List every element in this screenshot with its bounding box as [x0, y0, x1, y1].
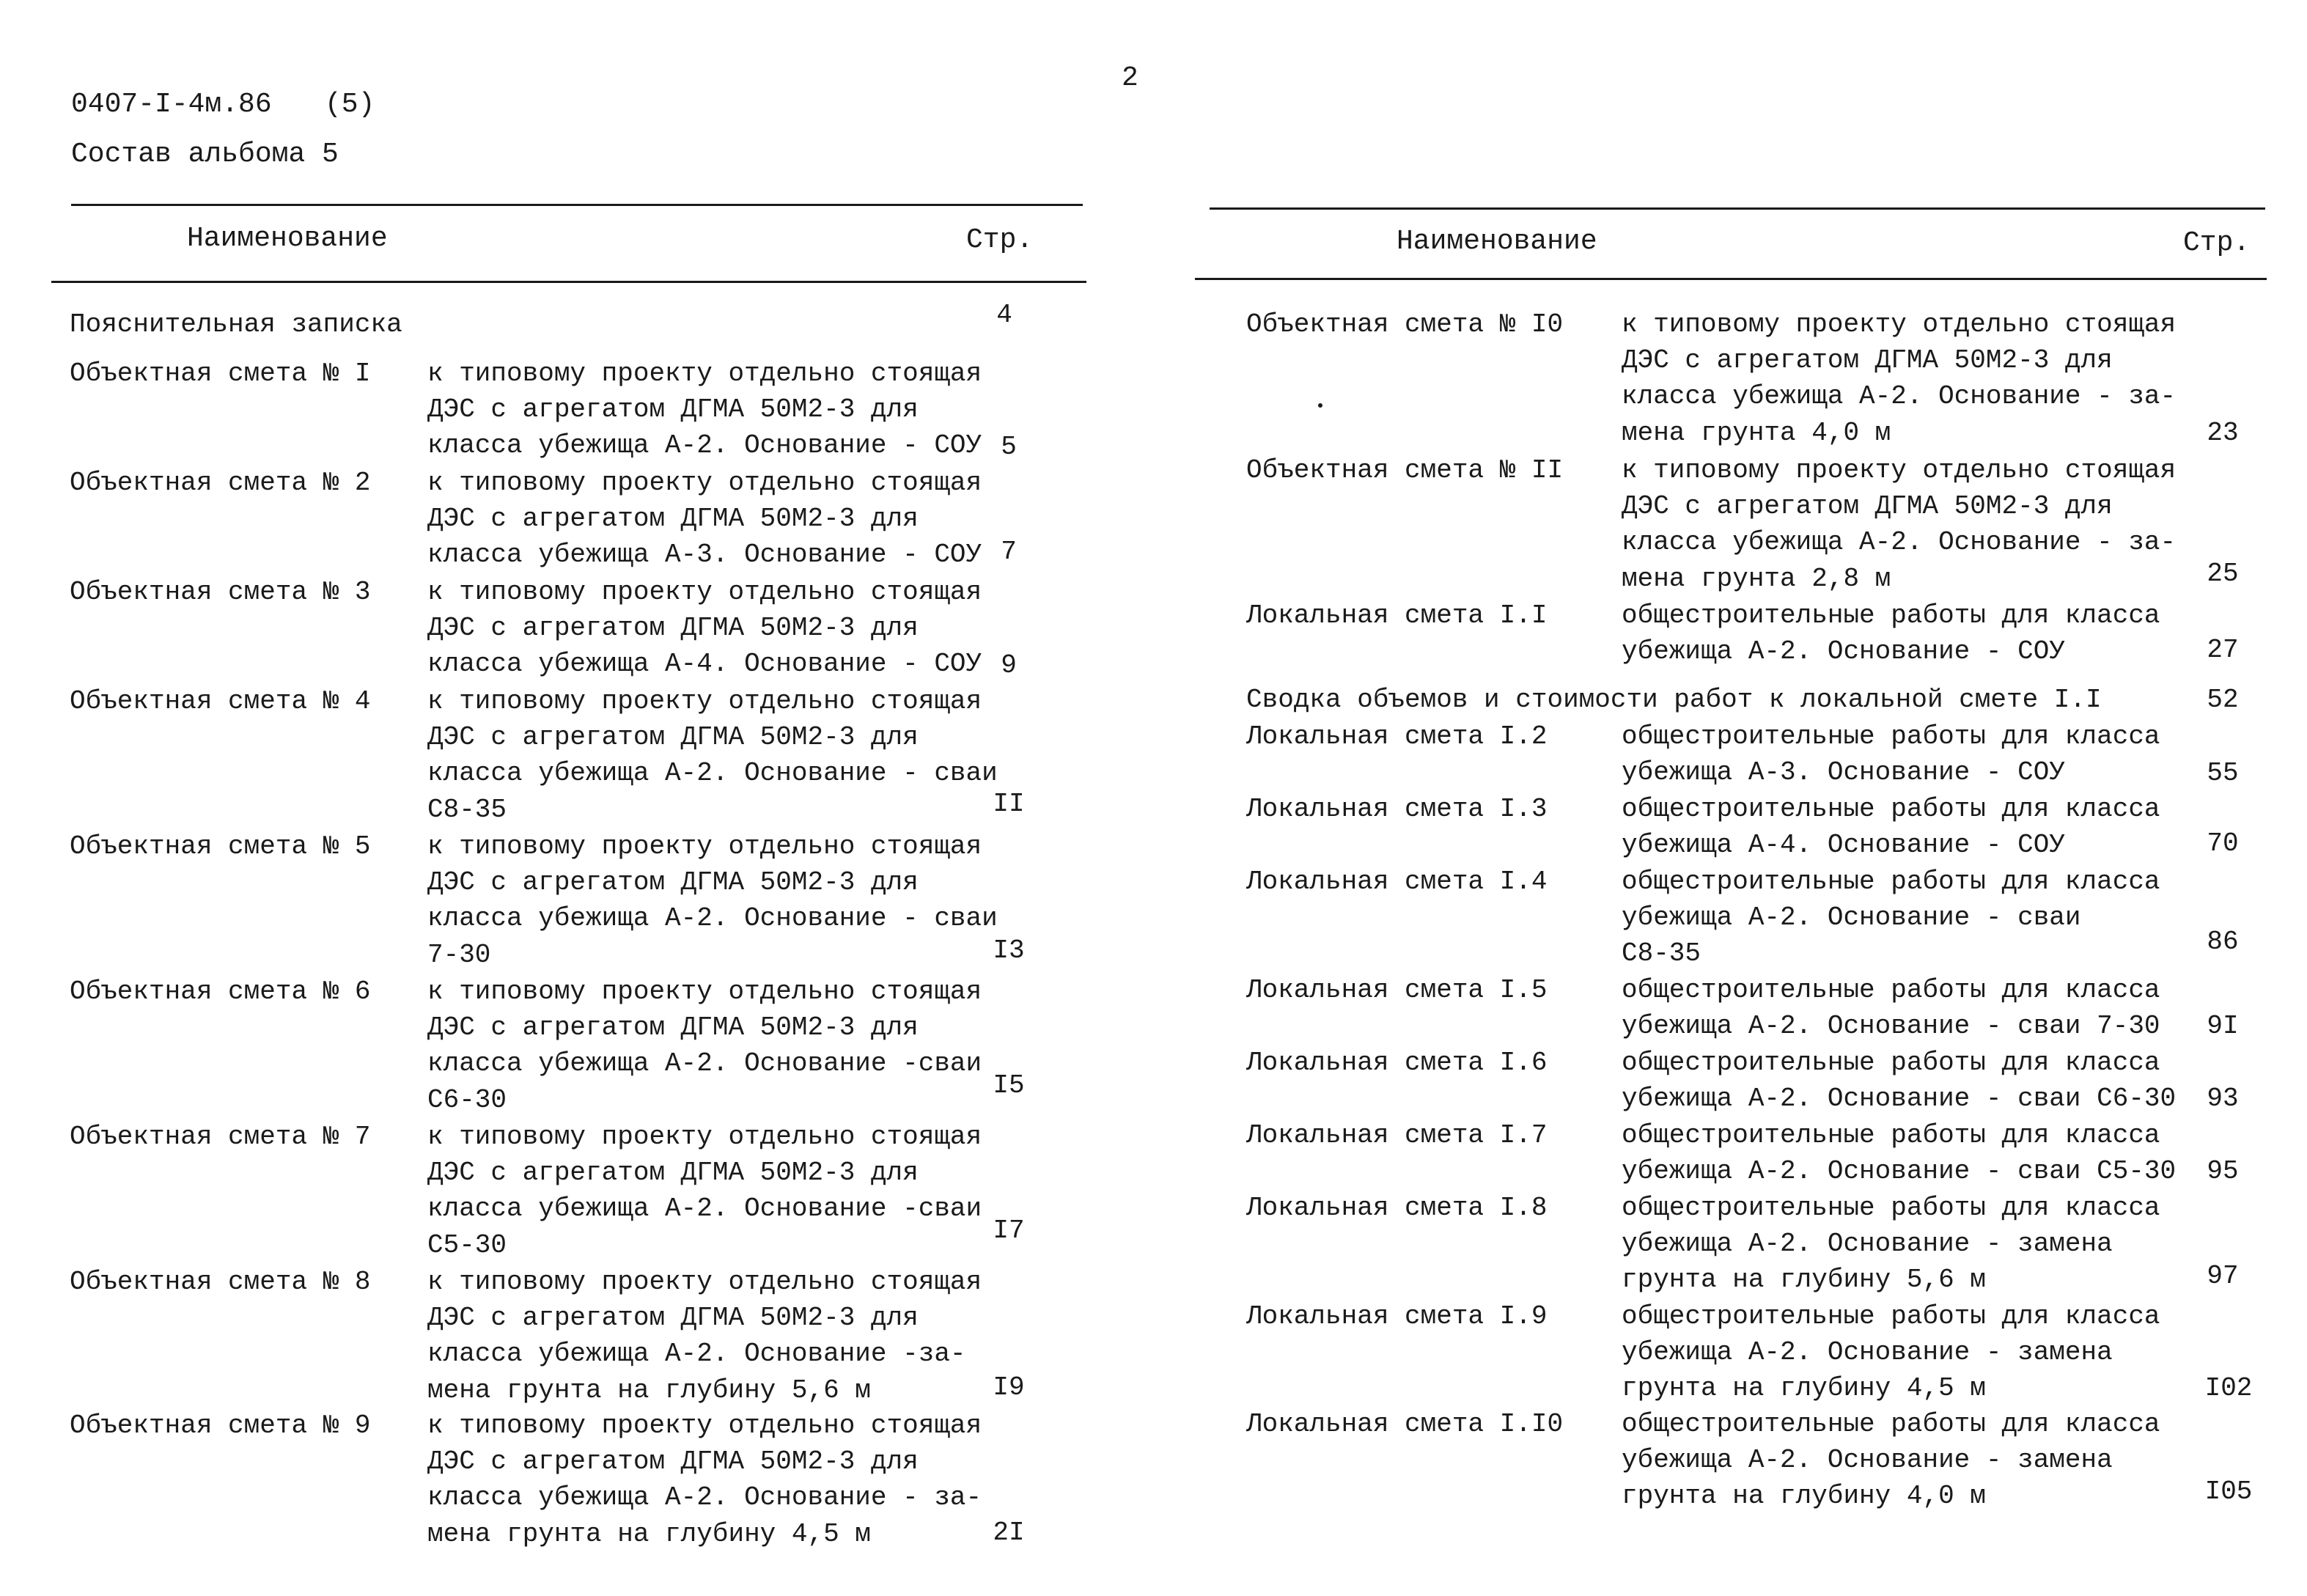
- entry-name: Объектная смета № 4: [70, 686, 371, 716]
- entry-page: 95: [2207, 1156, 2239, 1186]
- page-number: 2: [1122, 62, 1138, 94]
- entry-page: 23: [2207, 418, 2239, 448]
- entry-desc-line: общестроительные работы для класса: [1622, 721, 2160, 751]
- entry-desc-line: общестроительные работы для класса: [1622, 1048, 2160, 1078]
- entry-desc-line: ДЭС с агрегатом ДГМА 50М2-3 для: [427, 613, 919, 643]
- entry-desc-line: ДЭС с агрегатом ДГМА 50М2-3 для: [427, 1158, 919, 1188]
- entry-name: Объектная смета № 7: [70, 1122, 371, 1152]
- entry-desc-line: общестроительные работы для класса: [1622, 1409, 2160, 1439]
- entry-desc-line: класса убежища А-2. Основание -за-: [427, 1339, 966, 1369]
- entry-name: Локальная смета I.8: [1246, 1193, 1548, 1223]
- entry-page: I9: [993, 1372, 1025, 1402]
- entry-desc-line: ДЭС с агрегатом ДГМА 50М2-3 для: [427, 1012, 919, 1042]
- right-table-header-rule: [1195, 278, 2267, 280]
- entry-desc-line: к типовому проекту отдельно стоящая: [427, 831, 982, 861]
- entry-name: Объектная смета № 9: [70, 1411, 371, 1441]
- album-number: (5): [325, 89, 375, 120]
- entry-desc-line: класса убежища А-2. Основание - за-: [1622, 527, 2177, 557]
- entry-desc-line: ДЭС с агрегатом ДГМА 50М2-3 для: [427, 394, 919, 424]
- entry-desc-line: С5-30: [427, 1230, 507, 1260]
- entry-desc-line: общестроительные работы для класса: [1622, 1193, 2160, 1223]
- entry-desc-line: класса убежища А-4. Основание - СОУ: [427, 649, 982, 679]
- entry-desc-line: убежища А-4. Основание - СОУ: [1622, 830, 2065, 860]
- entry-name: Локальная смета I.9: [1246, 1301, 1548, 1331]
- entry-page: 55: [2207, 758, 2239, 788]
- left-table-header-rule: [51, 281, 1086, 283]
- entry-desc-line: общестроительные работы для класса: [1622, 867, 2160, 897]
- entry-desc-line: к типовому проекту отдельно стоящая: [427, 686, 982, 716]
- entry-desc-line: ДЭС с агрегатом ДГМА 50М2-3 для: [427, 1446, 919, 1477]
- entry-name: Локальная смета I.I: [1246, 600, 1548, 630]
- left-table-top-rule: [71, 204, 1083, 206]
- entry-page: 4: [996, 300, 1012, 330]
- entry-name: Объектная смета № II: [1246, 455, 1564, 485]
- entry-desc-line: убежища А-2. Основание - сваи С5-30: [1622, 1156, 2177, 1186]
- entry-desc-line: 7-30: [427, 940, 491, 970]
- entry-name: Объектная смета № I: [70, 358, 371, 389]
- entry-page: 7: [1001, 537, 1017, 567]
- left-page-column-header: Стр.: [966, 224, 1034, 256]
- entry-desc-line: убежища А-2. Основание - сваи: [1622, 902, 2081, 933]
- entry-desc-line: к типовому проекту отдельно стоящая: [1622, 309, 2177, 339]
- entry-page: 93: [2207, 1084, 2239, 1114]
- entry-name: Объектная смета № 2: [70, 468, 371, 498]
- entry-name: Объектная смета № 3: [70, 577, 371, 607]
- entry-desc-line: С6-30: [427, 1085, 507, 1115]
- entry-desc-line: класса убежища А-2. Основание -сваи: [427, 1194, 982, 1224]
- entry-desc-line: мена грунта 2,8 м: [1622, 564, 1891, 594]
- entry-name: Локальная смета I.3: [1246, 794, 1548, 824]
- entry-desc-line: класса убежища А-2. Основание - за-: [1622, 381, 2177, 411]
- entry-name: Локальная смета I.2: [1246, 721, 1548, 751]
- entry-desc-line: класса убежища А-2. Основание - сваи: [427, 758, 998, 788]
- entry-desc-line: мена грунта на глубину 5,6 м: [427, 1375, 871, 1405]
- entry-page: 9I: [2207, 1011, 2239, 1041]
- entry-name: Локальная смета I.6: [1246, 1048, 1548, 1078]
- entry-page: 25: [2207, 559, 2239, 589]
- entry-page: 2I: [993, 1518, 1025, 1548]
- entry-name: Объектная смета № I0: [1246, 309, 1564, 339]
- entry-name: Локальная смета I.4: [1246, 867, 1548, 897]
- entry-desc-line: убежища А-3. Основание - СОУ: [1622, 757, 2065, 787]
- entry-desc-line: класса убежища А-2. Основание -сваи: [427, 1048, 982, 1078]
- entry-name: Локальная смета I.5: [1246, 975, 1548, 1005]
- entry-page: 27: [2207, 635, 2239, 665]
- entry-name: Пояснительная записка: [70, 309, 402, 339]
- entry-desc-line: класса убежища А-3. Основание - СОУ: [427, 540, 982, 570]
- entry-desc-line: к типовому проекту отдельно стоящая: [427, 1411, 982, 1441]
- entry-page: 5: [1001, 432, 1017, 462]
- entry-desc-line: убежища А-2. Основание - замена: [1622, 1445, 2113, 1475]
- entry-desc-line: к типовому проекту отдельно стоящая: [427, 468, 982, 498]
- entry-desc-line: класса убежища А-2. Основание - за-: [427, 1482, 982, 1512]
- entry-desc-line: к типовому проекту отдельно стоящая: [427, 1267, 982, 1297]
- entry-desc-line: убежища А-2. Основание - замена: [1622, 1229, 2113, 1259]
- entry-desc-line: убежища А-2. Основание - сваи 7-30: [1622, 1011, 2160, 1041]
- entry-desc-line: ДЭС с агрегатом ДГМА 50М2-3 для: [1622, 345, 2113, 375]
- right-name-column-header: Наименование: [1397, 226, 1597, 257]
- entry-desc-line: убежища А-2. Основание - СОУ: [1622, 636, 2065, 666]
- entry-page: 9: [1001, 650, 1017, 680]
- entry-desc-line: убежища А-2. Основание - сваи С6-30: [1622, 1084, 2177, 1114]
- entry-page: 97: [2207, 1261, 2239, 1291]
- entry-desc-line: к типовому проекту отдельно стоящая: [1622, 455, 2177, 485]
- entry-page: I3: [993, 935, 1025, 966]
- entry-name: Локальная смета I.I0: [1246, 1409, 1564, 1439]
- entry-desc-line: С8-35: [427, 795, 507, 825]
- entry-page: I5: [993, 1070, 1025, 1100]
- entry-desc-line: к типовому проекту отдельно стоящая: [427, 577, 982, 607]
- entry-desc-line: ДЭС с агрегатом ДГМА 50М2-3 для: [427, 867, 919, 897]
- entry-name: Объектная смета № 6: [70, 977, 371, 1007]
- entry-page: 86: [2207, 927, 2239, 957]
- entry-desc-line: мена грунта на глубину 4,5 м: [427, 1519, 871, 1549]
- entry-desc-line: к типовому проекту отдельно стоящая: [427, 977, 982, 1007]
- entry-desc-line: ДЭС с агрегатом ДГМА 50М2-3 для: [1622, 491, 2113, 521]
- left-name-column-header: Наименование: [187, 223, 388, 254]
- entry-name: Локальная смета I.7: [1246, 1120, 1548, 1150]
- document-code: 0407-I-4м.86: [71, 89, 272, 120]
- entry-desc-line: общестроительные работы для класса: [1622, 1120, 2160, 1150]
- entry-desc-line: ДЭС с агрегатом ДГМА 50М2-3 для: [427, 1303, 919, 1333]
- entry-desc-line: к типовому проекту отдельно стоящая: [427, 1122, 982, 1152]
- entry-desc-line: к типовому проекту отдельно стоящая: [427, 358, 982, 389]
- entry-desc-line: ДЭС с агрегатом ДГМА 50М2-3 для: [427, 504, 919, 534]
- right-table-top-rule: [1210, 207, 2265, 210]
- entry-desc-line: общестроительные работы для класса: [1622, 975, 2160, 1005]
- entry-page: II: [993, 789, 1025, 819]
- entry-desc-line: ДЭС с агрегатом ДГМА 50М2-3 для: [427, 722, 919, 752]
- entry-name: Объектная смета № 5: [70, 831, 371, 861]
- entry-name: Сводка объемов и стоимости работ к локальной смете I.I: [1246, 685, 2102, 715]
- entry-page: I02: [2204, 1373, 2253, 1403]
- entry-desc-line: общестроительные работы для класса: [1622, 1301, 2160, 1331]
- entry-page: 52: [2207, 685, 2239, 715]
- entry-desc-line: класса убежища А-2. Основание - СОУ: [427, 430, 982, 460]
- entry-desc-line: общестроительные работы для класса: [1622, 600, 2160, 630]
- entry-desc-line: С8-35: [1622, 938, 1701, 968]
- entry-desc-line: класса убежища А-2. Основание - сваи: [427, 903, 998, 933]
- right-page-column-header: Стр.: [2183, 227, 2251, 259]
- entry-desc-line: грунта на глубину 4,5 м: [1622, 1373, 1986, 1403]
- entry-desc-line: грунта на глубину 5,6 м: [1622, 1265, 1986, 1295]
- entry-desc-line: общестроительные работы для класса: [1622, 794, 2160, 824]
- entry-desc-line: мена грунта 4,0 м: [1622, 418, 1891, 448]
- entry-name: Объектная смета № 8: [70, 1267, 371, 1297]
- entry-page: I7: [993, 1216, 1025, 1246]
- page-title: Состав альбома 5: [71, 139, 339, 170]
- entry-page: I05: [2204, 1477, 2253, 1507]
- stray-mark: [1318, 403, 1322, 408]
- entry-page: 70: [2207, 828, 2239, 858]
- entry-desc-line: грунта на глубину 4,0 м: [1622, 1481, 1986, 1511]
- entry-desc-line: убежища А-2. Основание - замена: [1622, 1337, 2113, 1367]
